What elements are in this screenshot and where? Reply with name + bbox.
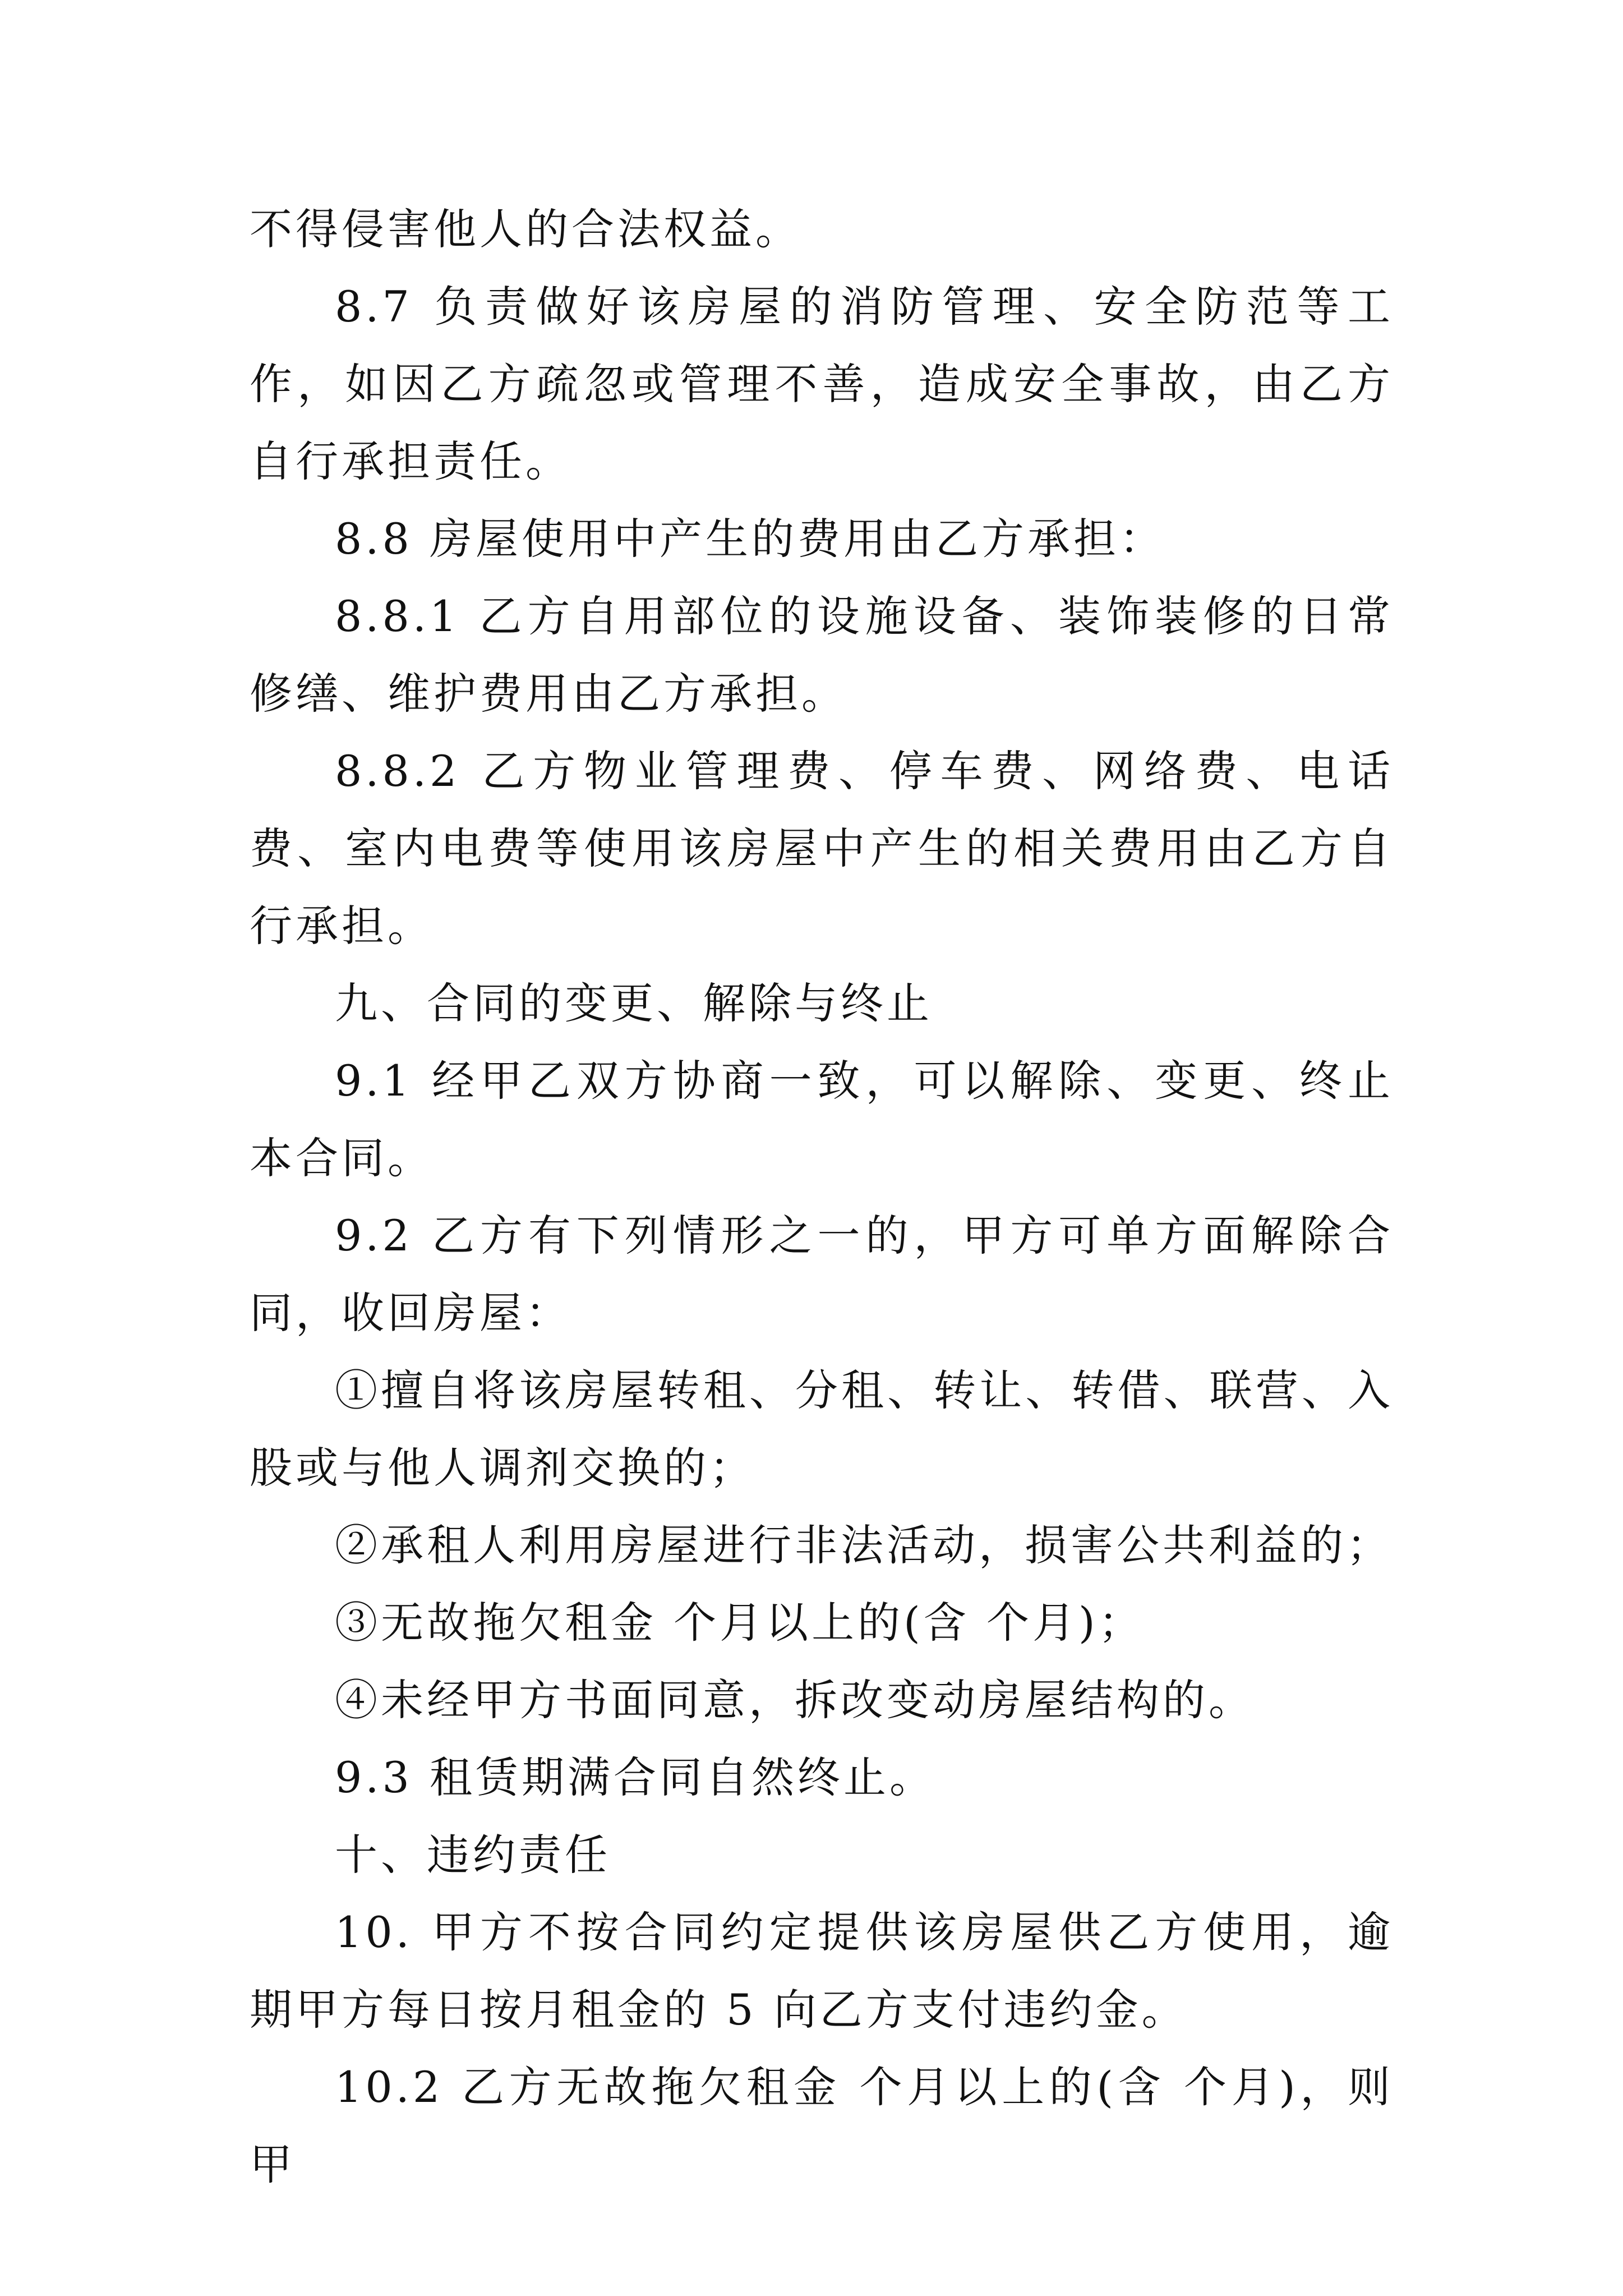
paragraph-continuation: 不得侵害他人的合法权益。 — [250, 204, 801, 254]
clause-8-8-1: 8.8.1 乙方自用部位的设施设备、装饰装修的日常修缮、维护费用由乙方承担。 — [250, 591, 1394, 719]
clause-9-3: 9.3 租赁期满合同自然终止。 — [335, 1752, 936, 1802]
section-heading-9: 九、合同的变更、解除与终止 — [335, 978, 933, 1028]
clause-10-2: 10.2 乙方无故拖欠租金 个月以上的(含 个月)，则甲 — [250, 2062, 1394, 2189]
clause-10-1: 10. 甲方不按合同约定提供该房屋供乙方使用，逾期甲方每日按月租金的 5 向乙方支付违约金。 — [250, 1907, 1394, 2035]
clause-8-7: 8.7 负责做好该房屋的消防管理、安全防范等工作，如因乙方疏忽或管理不善，造成安全事故，由乙方自行承担责任。 — [250, 282, 1394, 486]
clause-9-1: 9.1 经甲乙双方协商一致，可以解除、变更、终止本合同。 — [250, 1056, 1394, 1183]
clause-8-8: 8.8 房屋使用中产生的费用由乙方承担： — [335, 514, 1166, 564]
clause-9-2-item-3: ③无故拖欠租金 个月以上的(含 个月)； — [335, 1598, 1145, 1648]
clause-9-2-item-1: ①擅自将该房屋转租、分租、转让、转借、联营、入股或与他人调剂交换的； — [250, 1365, 1394, 1493]
clause-9-2: 9.2 乙方有下列情形之一的，甲方可单方面解除合同，收回房屋： — [250, 1211, 1394, 1338]
clause-9-2-item-2: ②承租人利用房屋进行非法活动，损害公共利益的； — [335, 1520, 1393, 1570]
clause-8-8-2: 8.8.2 乙方物业管理费、停车费、网络费、电话费、室内电费等使用该房屋中产生的相关费用由乙方自行承担。 — [250, 746, 1394, 951]
clause-9-2-item-4: ④未经甲方书面同意，拆改变动房屋结构的。 — [335, 1675, 1255, 1725]
document-body — [250, 191, 1394, 2203]
section-heading-10: 十、违约责任 — [335, 1830, 611, 1880]
